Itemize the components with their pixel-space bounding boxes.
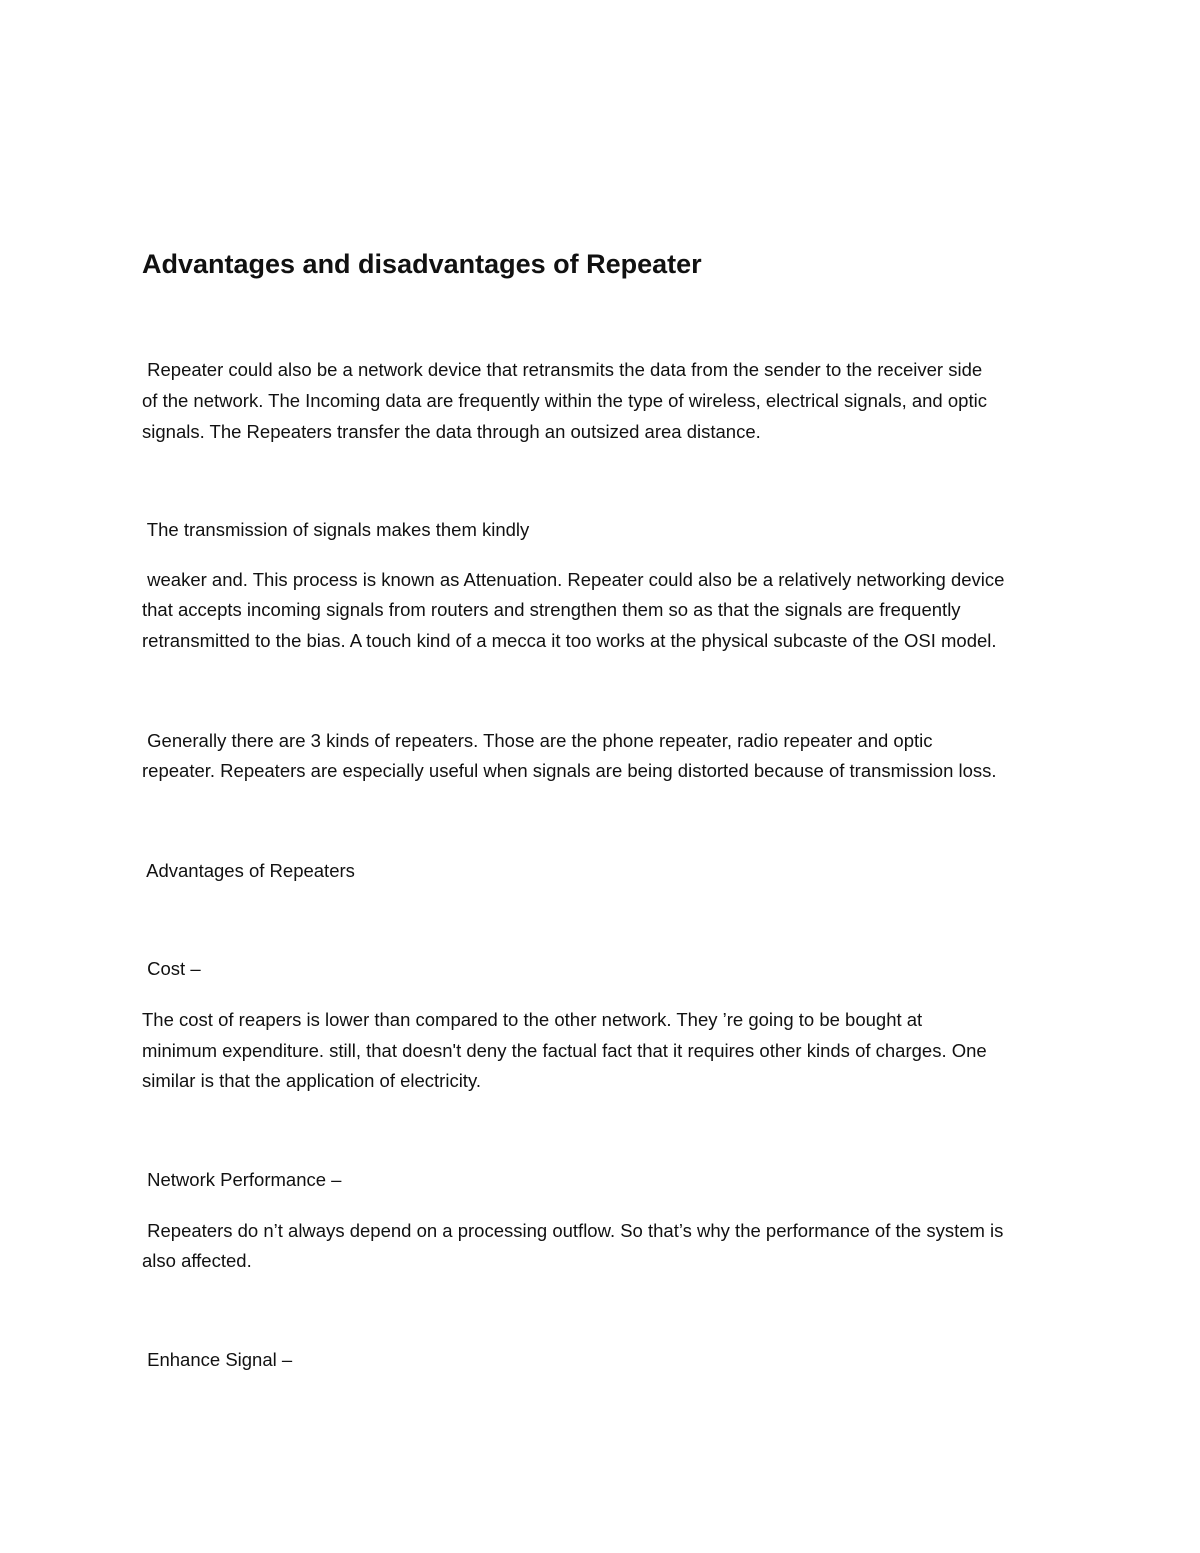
paragraph-line: Repeaters do n’t always depend on a processing outflow. So that’s why the performance of the system is <box>142 1220 1004 1241</box>
item-heading-network-performance: Network Performance – <box>142 1169 342 1190</box>
section-heading-advantages: Advantages of Repeaters <box>142 860 355 881</box>
paragraph-line: repeater. Repeaters are especially useful when signals are being distorted because of transmission loss. <box>142 760 997 781</box>
paragraph-line: similar is that the application of electricity. <box>142 1070 481 1091</box>
paragraph-line: Generally there are 3 kinds of repeaters. Those are the phone repeater, radio repeater and optic <box>142 730 933 751</box>
paragraph-line: The transmission of signals makes them kindly <box>142 519 530 540</box>
paragraph-line: The cost of reapers is lower than compared to the other network. They ’re going to be bought at <box>142 1009 923 1030</box>
paragraph-line: minimum expenditure. still, that doesn't deny the factual fact that it requires other kinds of charges. One <box>142 1040 987 1061</box>
paragraph-line: also affected. <box>142 1250 252 1271</box>
paragraph-line: retransmitted to the bias. A touch kind of a mecca it too works at the physical subcaste of the OSI model. <box>142 630 997 651</box>
item-heading-cost: Cost – <box>142 958 201 979</box>
paragraph-line: Repeater could also be a network device that retransmits the data from the sender to the receiver side <box>142 359 983 380</box>
paragraph-line: weaker and. This process is known as Attenuation. Repeater could also be a relatively networking device <box>142 569 1005 590</box>
paragraph-line: signals. The Repeaters transfer the data through an outsized area distance. <box>142 421 761 442</box>
paragraph-line: that accepts incoming signals from routers and strengthen them so as that the signals are frequently <box>142 599 961 620</box>
paragraph-line: of the network. The Incoming data are frequently within the type of wireless, electrical signals, and optic <box>142 390 987 411</box>
item-heading-enhance-signal: Enhance Signal – <box>142 1349 293 1370</box>
document-title: Advantages and disadvantages of Repeater <box>142 249 702 279</box>
